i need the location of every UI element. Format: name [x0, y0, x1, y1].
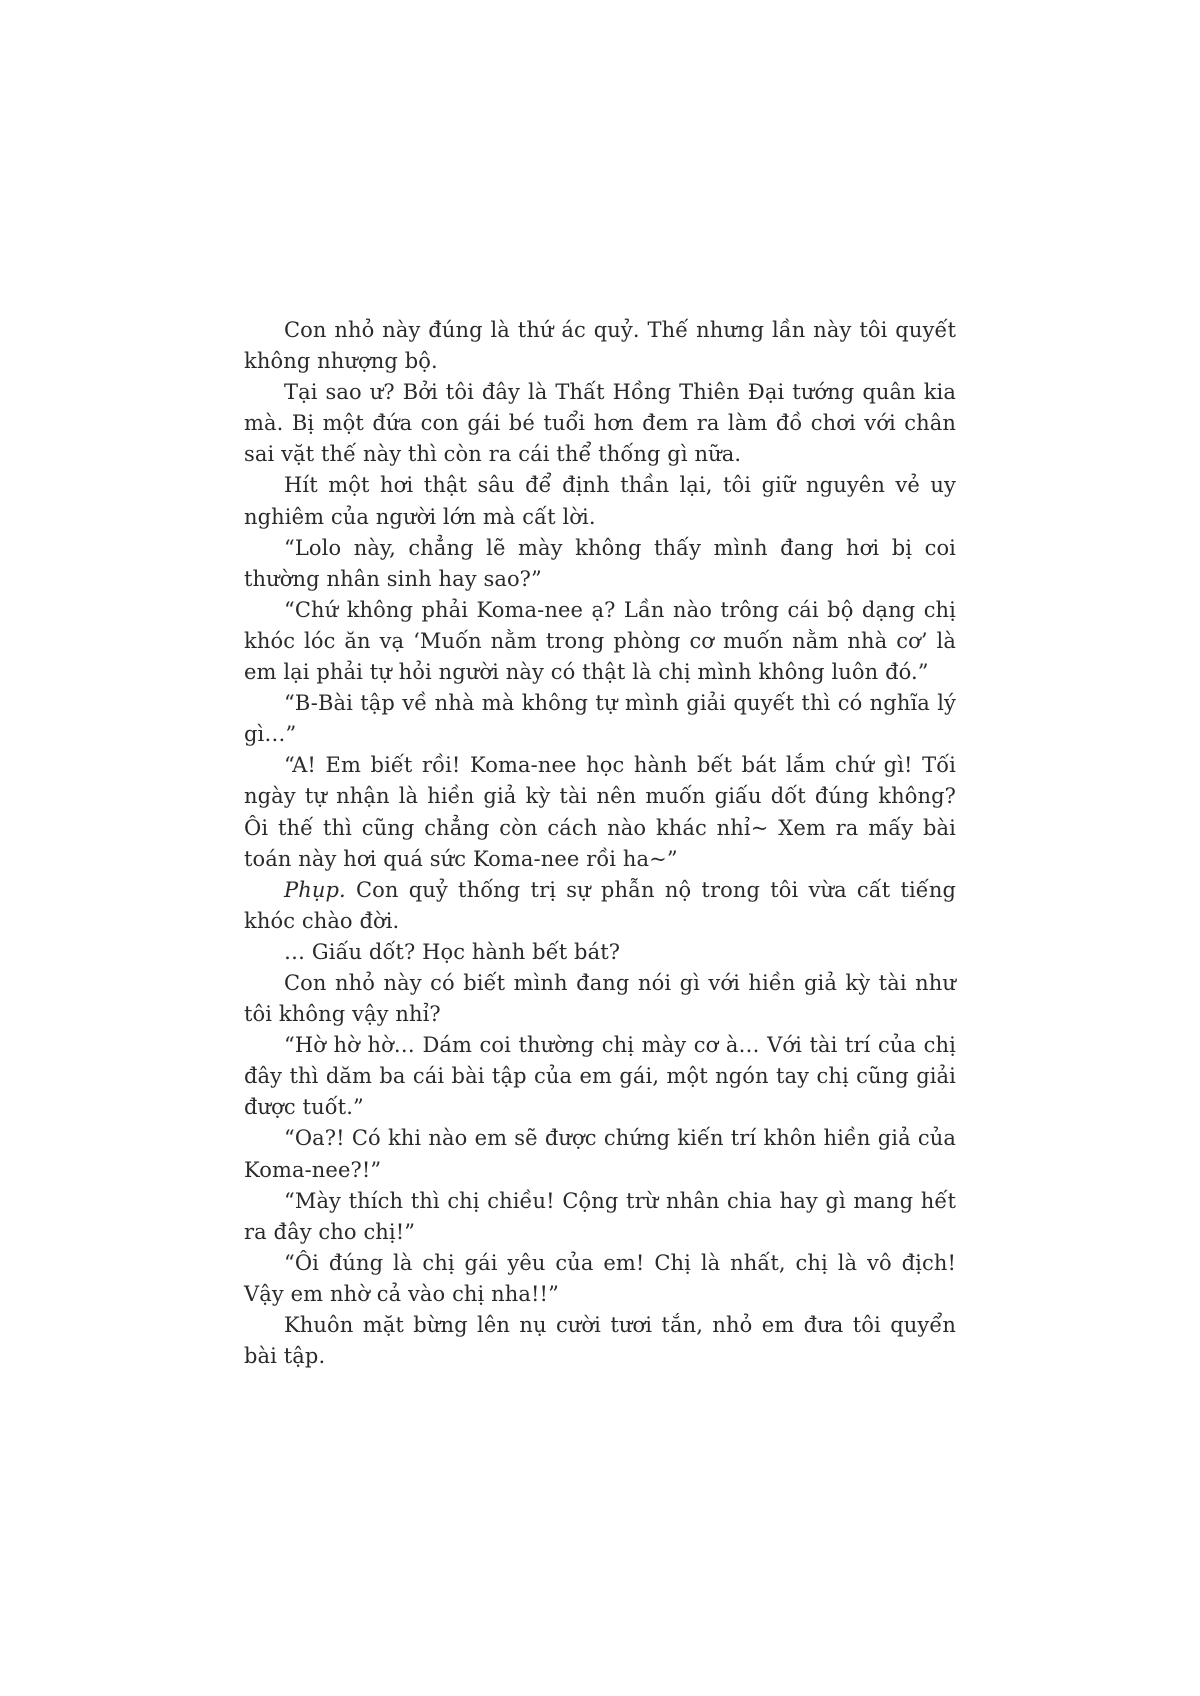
- paragraph-15: Khuôn mặt bừng lên nụ cười tươi tắn, nhỏ em đưa tôi quyển bài tập.: [244, 1313, 956, 1369]
- paragraph-11: “Hờ hờ hờ… Dám coi thường chị mày cơ à… Với tài trí của chị đây thì dăm ba cái bài tập của em gái, một ngón tay chị cũng giải được tuốt.”: [244, 1033, 956, 1120]
- body-text: [244, 315, 956, 1372]
- paragraph-8-text: Con quỷ thống trị sự phẫn nộ trong tôi vừa cất tiếng khóc chào đời.: [244, 877, 956, 933]
- paragraph-1: Con nhỏ này đúng là thứ ác quỷ. Thế nhưng lần này tôi quyết không nhượng bộ.: [244, 318, 956, 374]
- paragraph-10: Con nhỏ này có biết mình đang nói gì với hiền giả kỳ tài như tôi không vậy nhỉ?: [244, 970, 956, 1027]
- paragraph-13: “Mày thích thì chị chiều! Cộng trừ nhân chia hay gì mang hết ra đây cho chị!”: [244, 1188, 956, 1244]
- paragraph-8: [244, 875, 956, 937]
- paragraph-12: “Oa?! Có khi nào em sẽ được chứng kiến trí khôn hiền giả của Koma-nee?!”: [244, 1126, 956, 1182]
- paragraph-6: “B-Bài tập về nhà mà không tự mình giải quyết thì có nghĩa lý gì…”: [244, 691, 956, 747]
- paragraph-9: … Giấu dốt? Học hành bết bát?: [284, 939, 621, 964]
- paragraph-7: “A! Em biết rồi! Koma-nee học hành bết bát lắm chứ gì! Tối ngày tự nhận là hiền giả kỳ tài nên muốn giấu dốt đúng không? Ôi thế thì cũng chẳng còn cách nào khác nhỉ~ Xem ra mấy bài toán này hơi quá sức Koma-nee rồi ha~”: [244, 753, 956, 871]
- paragraph-3: Hít một hơi thật sâu để định thần lại, tôi giữ nguyên vẻ uy nghiêm của người lớn mà cất lời.: [244, 473, 956, 529]
- italic-sound-effect: Phụp.: [284, 877, 346, 902]
- paragraph-2: Tại sao ư? Bởi tôi đây là Thất Hồng Thiên Đại tướng quân kia mà. Bị một đứa con gái bé tuổi hơn đem ra làm đồ chơi với chân sai vặt thế này thì còn ra cái thể thống gì nữa.: [244, 380, 956, 467]
- paragraph-5: “Chứ không phải Koma-nee ạ? Lần nào trông cái bộ dạng chị khóc lóc ăn vạ ‘Muốn nằm trong phòng cơ muốn nằm nhà cơ’ là em lại phải tự hỏi người này có thật là chị mình không luôn đó.”: [244, 597, 956, 685]
- paragraph-4: “Lolo này, chẳng lẽ mày không thấy mình đang hơi bị coi thường nhân sinh hay sao?”: [244, 535, 956, 591]
- paragraph-14: “Ôi đúng là chị gái yêu của em! Chị là nhất, chị là vô địch! Vậy em nhờ cả vào chị nha!!”: [244, 1250, 956, 1306]
